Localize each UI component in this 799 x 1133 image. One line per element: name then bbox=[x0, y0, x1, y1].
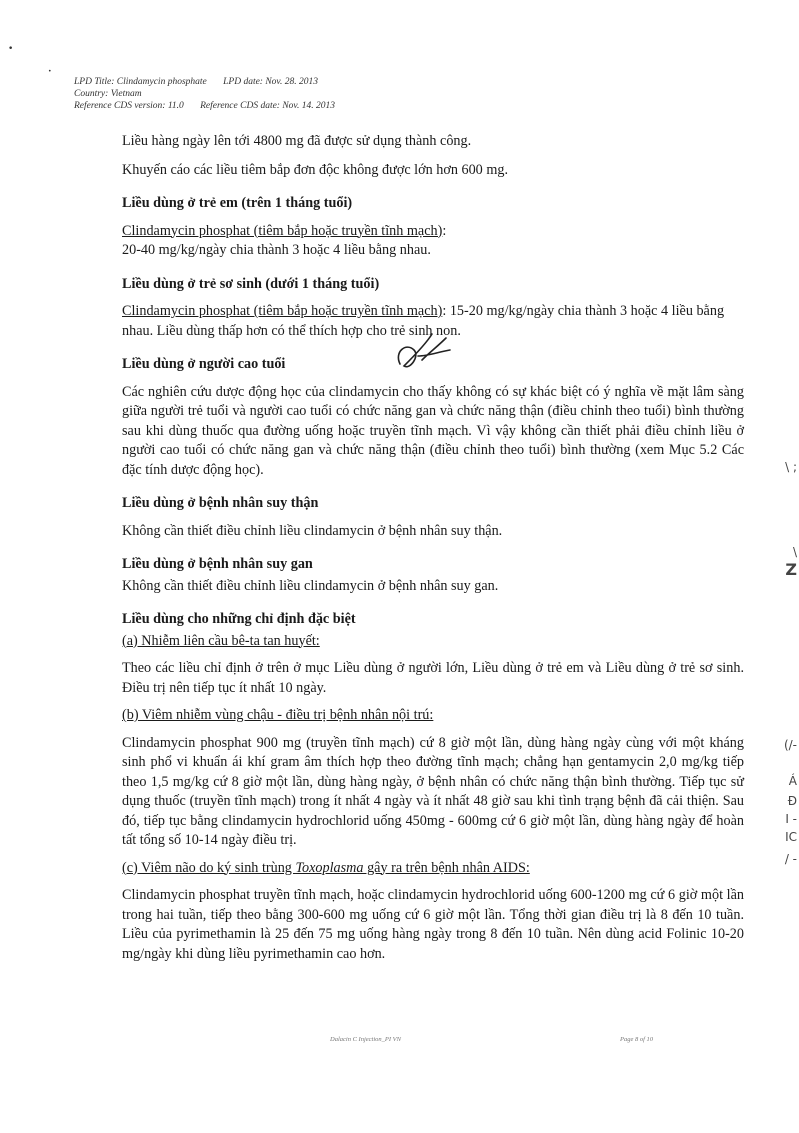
document-body bbox=[122, 132, 744, 964]
special-a-title: (a) Nhiễm liên cầu bê-ta tan huyết: bbox=[122, 632, 320, 649]
scan-dot: • bbox=[48, 68, 52, 75]
special-b-text: Clindamycin phosphat 900 mg (truyền tĩnh mạch) cứ 8 giờ một lần, dùng hàng ngày cùng với một kháng sinh phổ vi khuẩn ái khí gram âm thích hợp theo đường tĩnh mạch; chẳng hạn gentamycin 2,0 mg/kg tiếp theo 1,5 mg/kg cứ 8 giờ một lần, dùng hàng ngày, ở bệnh nhân có chức năng thận bình thường. Tiếp tục sử dụng thuốc (truyền tĩnh mạch) trong ít nhất 4 ngày và ít nhất 48 giờ sau khi tình trạng bệnh đã cải thiện. Sau đó, tiếp tục bằng clindamycin hydrochlorid uống 450mg - 600mg cứ 6 giờ một lần, dùng hàng ngày để hoàn tất tổng số 10-14 ngày điều trị. bbox=[122, 734, 744, 848]
lpd-date: Nov. 28. 2013 bbox=[265, 77, 318, 87]
children-heading: Liều dùng ở trẻ em (trên 1 tháng tuổi) bbox=[122, 195, 353, 211]
special-c-title bbox=[122, 859, 744, 879]
country-label: Country: bbox=[74, 89, 109, 99]
special-c-title-pre: (c) Viêm não do ký sinh trùng bbox=[122, 859, 296, 876]
neonates-heading: Liều dùng ở trẻ sơ sinh (dưới 1 tháng tuổi) bbox=[122, 275, 380, 292]
header-line-1 bbox=[74, 76, 335, 88]
scan-edge-mark: Đ bbox=[787, 794, 797, 808]
header-line-3 bbox=[74, 100, 335, 112]
children-dose-text: 20-40 mg/kg/ngày chia thành 3 hoặc 4 liều bằng nhau. bbox=[122, 242, 431, 258]
scan-edge-mark: (/- bbox=[783, 738, 797, 752]
scan-edge-mark: I - bbox=[785, 812, 797, 826]
scan-edge-mark: Z bbox=[785, 560, 797, 579]
renal-text: Không cần thiết điều chỉnh liều clindamycin ở bệnh nhân suy thận. bbox=[122, 522, 503, 539]
hepatic-text: Không cần thiết điều chỉnh liều clindamycin ở bệnh nhân suy gan. bbox=[122, 577, 499, 594]
scan-edge-mark: \ bbox=[792, 545, 797, 559]
document-header bbox=[74, 76, 335, 112]
neonates-dose-text: : 15-20 mg/kg/ngày chia thành 3 hoặc 4 liều bằng nhau. Liều dùng thấp hơn có thể thích hợp cho trẻ sinh non. bbox=[122, 303, 725, 339]
footer-document-name: Dalacin C Injection_PI VN bbox=[330, 1036, 401, 1043]
cds-version: 11.0 bbox=[167, 101, 184, 111]
children-dosage bbox=[122, 222, 744, 261]
lpd-title: Clindamycin phosphate bbox=[116, 77, 207, 87]
elderly-text: Các nghiên cứu dược động học của clindamycin cho thấy không có sự khác biệt có ý nghĩa về mặt lâm sàng giữa người trẻ tuổi và người cao tuổi có chức năng gan và chức năng thận (điều chỉnh theo tuổi) bình thường sau khi dùng thuốc qua đường uống hoặc truyền tĩnh mạch. Vì vậy không cần thiết phải điều chỉnh liều ở người cao tuổi có chức năng gan và chức năng thận (điều chỉnh theo tuổi) bình thường (xem Mục 5.2 Các đặc tính dược động học). bbox=[122, 383, 744, 478]
special-c-text: Clindamycin phosphat truyền tĩnh mạch, hoặc clindamycin hydrochlorid uống 600-1200 mg cứ 6 giờ một lần trong hai tuần, tiếp theo bằng 300-600 mg uống cứ 6 giờ một lần. Tổng thời gian điều trị là 8 đến 10 tuần. Liều của pyrimethamin là 25 đến 75 mg uống hàng ngày trong 8 đến 10 tuần. Nên dùng acid Folinic 10-20 mg/ngày khi dùng liều pyrimethamin cao hơn. bbox=[122, 887, 744, 962]
scan-edge-mark: Á bbox=[788, 774, 797, 788]
scan-edge-mark: IC bbox=[785, 830, 797, 844]
intro-paragraph-1: Liều hàng ngày lên tới 4800 mg đã được sử dụng thành công. bbox=[122, 133, 472, 149]
renal-heading: Liều dùng ở bệnh nhân suy thận bbox=[122, 495, 319, 511]
lpd-date-label: LPD date: bbox=[223, 77, 263, 87]
scan-edge-mark: \ ; bbox=[785, 460, 797, 474]
special-a-text: Theo các liều chỉ định ở trên ở mục Liều dùng ở người lớn, Liều dùng ở trẻ em và Liều dùng ở trẻ sơ sinh. Điều trị nên tiếp tục ít nhất 10 ngày. bbox=[122, 660, 744, 696]
header-line-2 bbox=[74, 88, 335, 100]
hepatic-heading: Liều dùng ở bệnh nhân suy gan bbox=[122, 556, 313, 572]
special-c-title-post: gây ra trên bệnh nhân AIDS: bbox=[363, 859, 530, 876]
children-route: Clindamycin phosphat (tiêm bắp hoặc truyền tĩnh mạch) bbox=[122, 222, 443, 239]
special-heading: Liều dùng cho những chỉ định đặc biệt bbox=[122, 611, 356, 627]
neonates-route: Clindamycin phosphat (tiêm bắp hoặc truyền tĩnh mạch) bbox=[122, 303, 443, 319]
scan-dot: • bbox=[8, 44, 14, 54]
special-c-title-organism: Toxoplasma bbox=[295, 859, 364, 876]
page-number: Page 8 of 10 bbox=[620, 1036, 654, 1043]
children-route-colon: : bbox=[442, 222, 447, 239]
lpd-title-label: LPD Title: bbox=[74, 77, 115, 87]
handwritten-signature bbox=[392, 326, 462, 378]
cds-version-label: Reference CDS version: bbox=[74, 101, 166, 111]
intro-paragraph-2: Khuyến cáo các liều tiêm bắp đơn độc không được lớn hơn 600 mg. bbox=[122, 161, 508, 178]
elderly-heading: Liều dùng ở người cao tuổi bbox=[122, 356, 286, 372]
cds-date-label: Reference CDS date: bbox=[200, 101, 280, 111]
special-b-title: (b) Viêm nhiễm vùng chậu - điều trị bệnh nhân nội trú: bbox=[122, 707, 434, 723]
scan-edge-mark: / - bbox=[784, 852, 797, 866]
cds-date: Nov. 14. 2013 bbox=[282, 101, 335, 111]
country: Vietnam bbox=[110, 89, 142, 99]
